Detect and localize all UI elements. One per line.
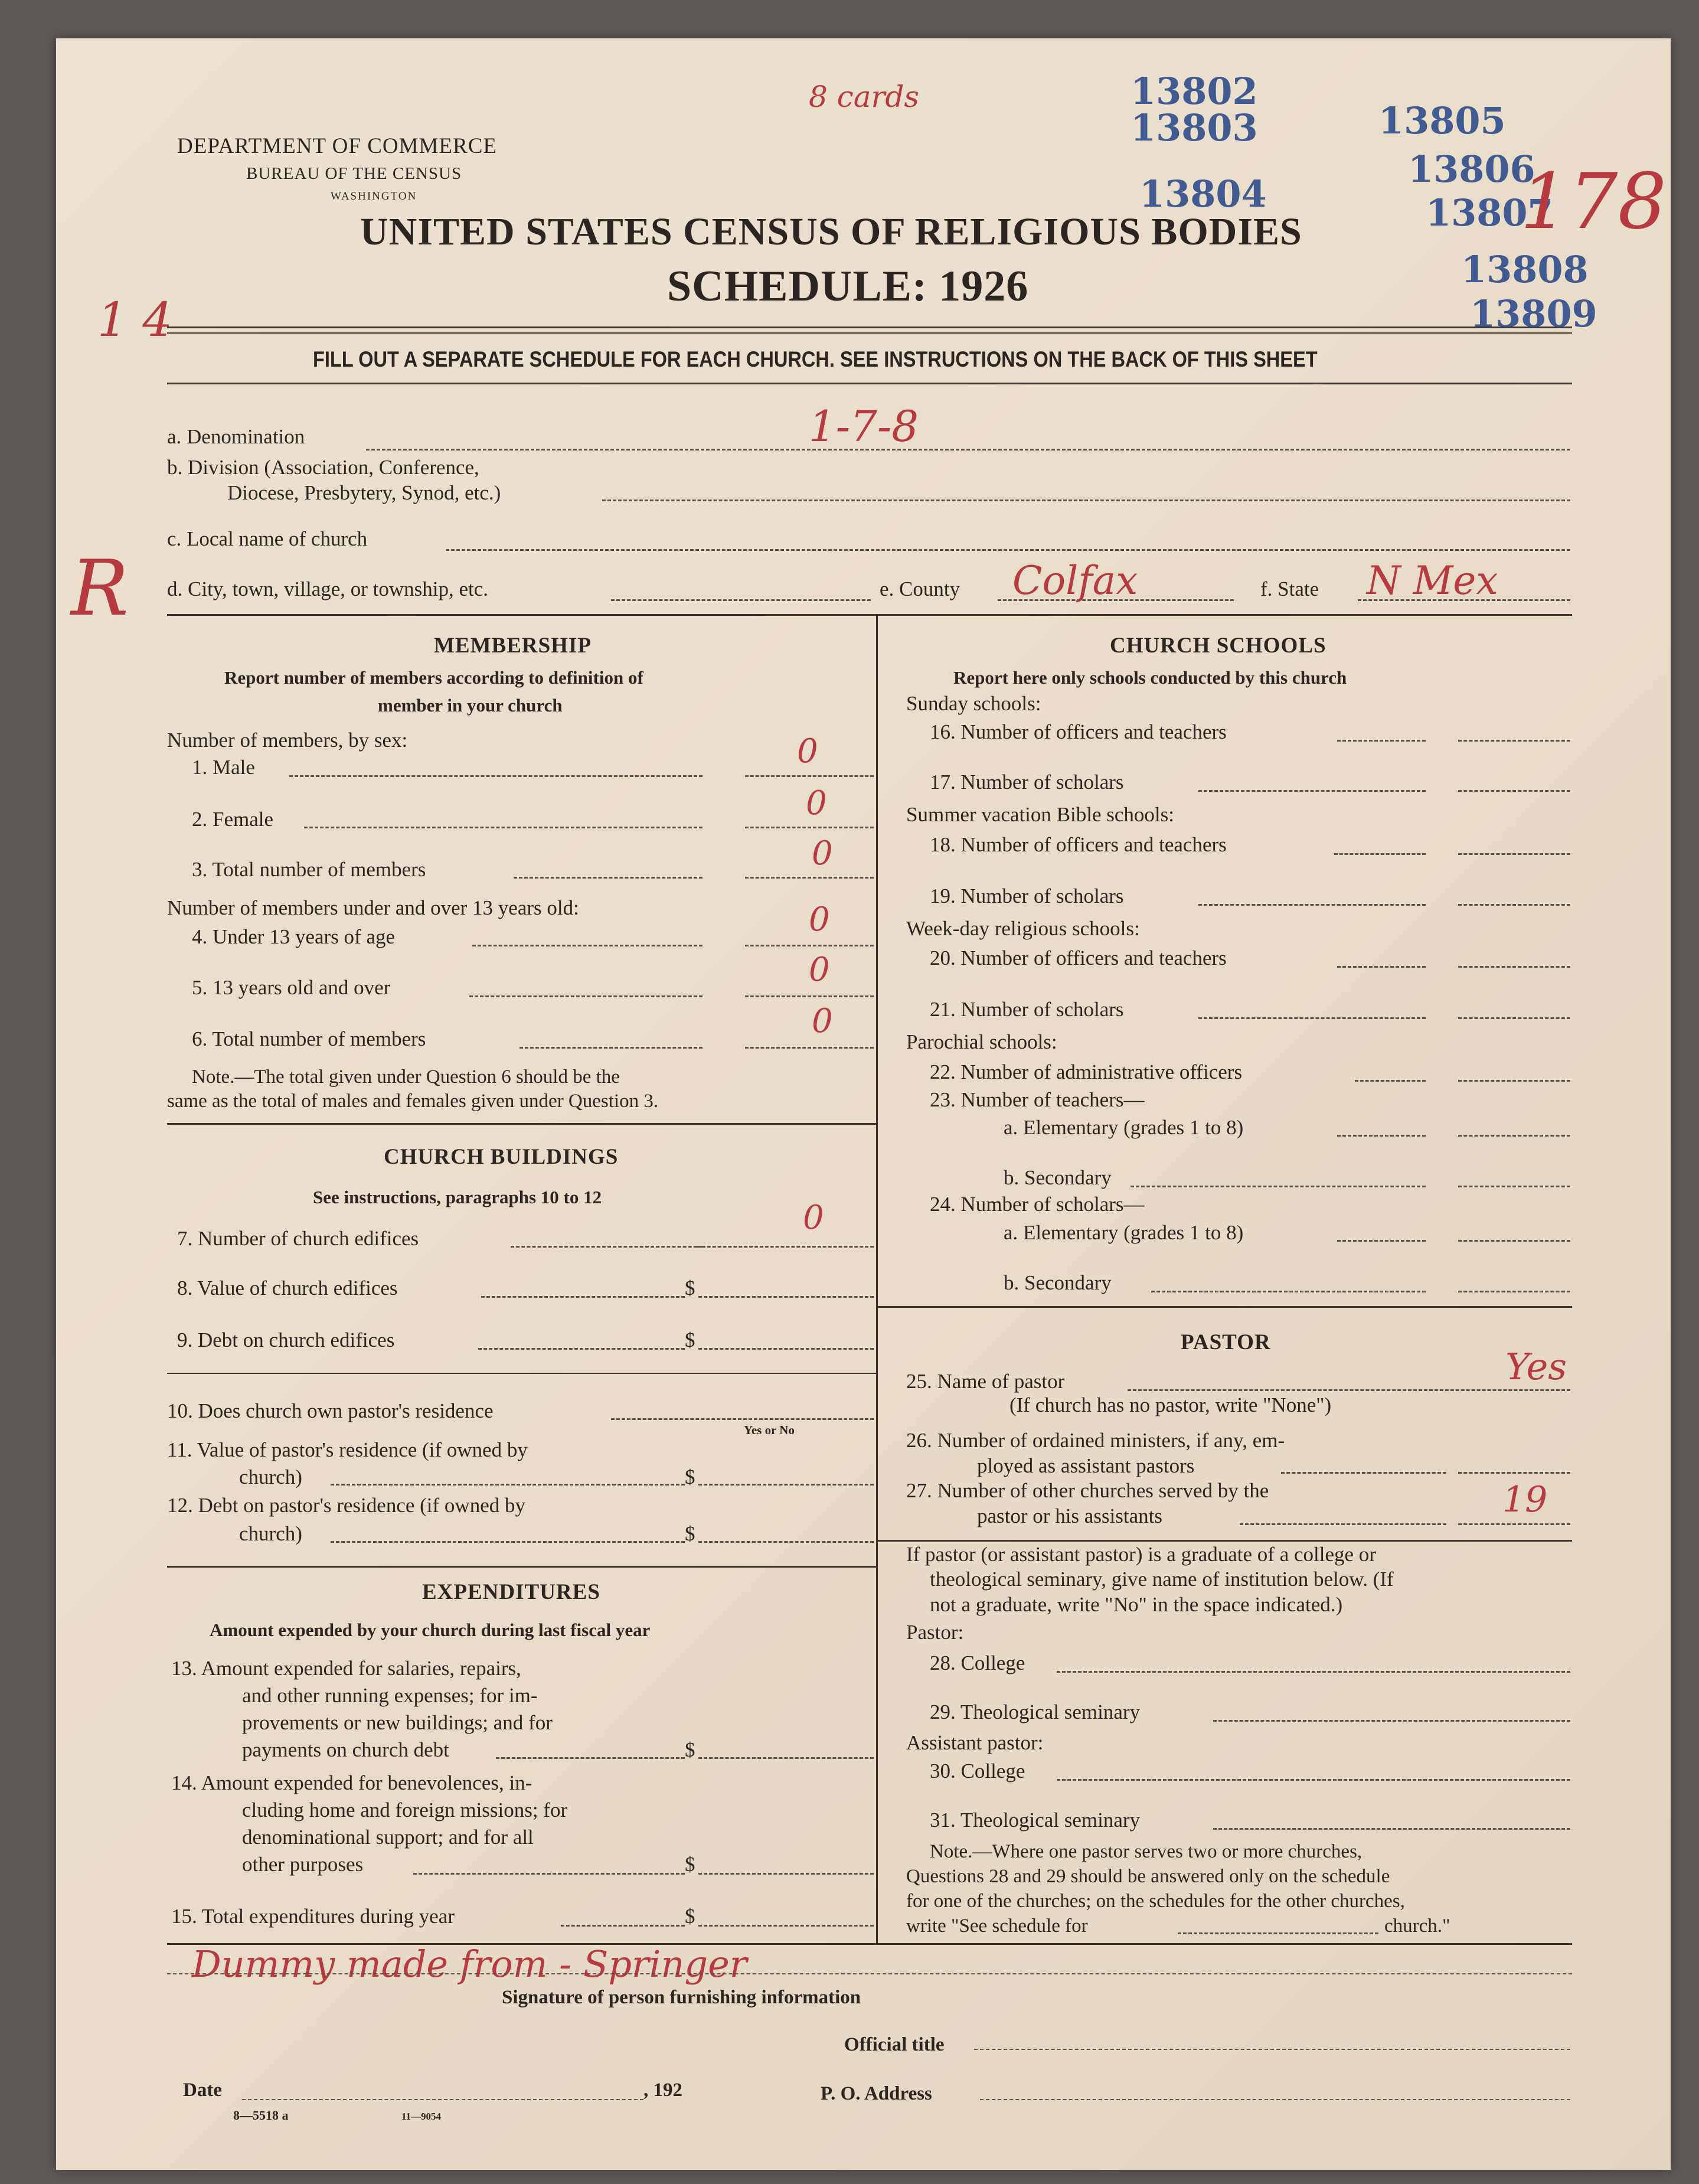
q26-label-2: ployed as assistant pastors <box>977 1454 1195 1477</box>
q9-label: 9. Debt on church edifices <box>177 1328 395 1351</box>
q13-label: 13. Amount expended for salaries, repairs, <box>171 1657 521 1680</box>
q6-leader <box>519 1047 703 1049</box>
q7-label: 7. Number of church edifices <box>177 1227 419 1250</box>
field-division-label-2: Diocese, Presbytery, Synod, etc.) <box>227 481 501 504</box>
date-input[interactable] <box>242 2099 643 2100</box>
edifices-input[interactable] <box>697 1246 874 1248</box>
bureau-heading: BUREAU OF THE CENSUS <box>246 164 462 183</box>
q28-label: 28. College <box>930 1651 1025 1674</box>
stamp-number: 13807 <box>1426 191 1553 234</box>
q17-leader <box>1198 790 1426 792</box>
residence-value-input[interactable] <box>698 1484 874 1486</box>
graduate-instructions-3: not a graduate, write "No" in the space indicated.) <box>930 1593 1343 1616</box>
cards-note: 8 cards <box>809 80 920 114</box>
weekday-schools-label: Week-day religious schools: <box>906 917 1140 940</box>
weekday-teachers-input[interactable] <box>1458 966 1570 968</box>
year-label: , 192 <box>643 2079 682 2101</box>
q11-leader <box>331 1484 685 1486</box>
stamp-number: 13808 <box>1461 248 1589 291</box>
header-rule-thin <box>167 332 1572 334</box>
stamp-number: 13809 <box>1470 292 1597 335</box>
q31-label: 31. Theological seminary <box>930 1808 1141 1832</box>
members-by-age-label: Number of members under and over 13 years old: <box>167 896 579 919</box>
q8-dollar: $ <box>685 1277 695 1300</box>
total-members-input[interactable] <box>745 877 874 879</box>
q26-leader <box>1281 1472 1446 1474</box>
over13-input[interactable] <box>745 995 874 997</box>
sunday-schools-label: Sunday schools: <box>906 692 1041 715</box>
stamp-number: 13805 <box>1378 99 1506 142</box>
q5-label: 5. 13 years old and over <box>192 976 391 999</box>
under13-value: 0 <box>809 900 830 939</box>
graduate-instructions-2: theological seminary, give name of institution below. (If <box>930 1568 1394 1591</box>
residence-debt-input[interactable] <box>698 1541 874 1543</box>
division-input[interactable] <box>602 500 1570 501</box>
q7-leader <box>511 1246 703 1248</box>
official-title-input[interactable] <box>974 2049 1570 2050</box>
po-address-input[interactable] <box>980 2099 1570 2100</box>
weekday-scholars-input[interactable] <box>1458 1017 1570 1019</box>
q8-leader <box>481 1296 685 1298</box>
stamp-number: 13803 <box>1131 106 1258 149</box>
parochial-schools-label: Parochial schools: <box>906 1030 1057 1053</box>
q27-label-2: pastor or his assistants <box>977 1504 1163 1527</box>
q17-label: 17. Number of scholars <box>930 771 1124 794</box>
q15-label: 15. Total expenditures during year <box>171 1905 455 1928</box>
admin-officers-input[interactable] <box>1458 1080 1570 1082</box>
field-city-label: d. City, town, village, or township, etc. <box>167 577 489 600</box>
city-heading: WASHINGTON <box>331 190 417 203</box>
q12-label-2: church) <box>239 1522 302 1545</box>
edifice-debt-input[interactable] <box>698 1348 874 1350</box>
female-value: 0 <box>806 784 827 822</box>
membership-heading: MEMBERSHIP <box>434 634 592 658</box>
q22-label: 22. Number of administrative officers <box>930 1060 1243 1083</box>
page-number-note: 1 4 <box>97 292 173 347</box>
instruction-line: FILL OUT A SEPARATE SCHEDULE FOR EACH CHURCH. SEE INSTRUCTIONS ON THE BACK OF THIS SHEET <box>313 347 1318 371</box>
official-title-label: Official title <box>844 2034 945 2055</box>
under13-input[interactable] <box>745 945 874 946</box>
q24-label: 24. Number of scholars— <box>930 1193 1145 1216</box>
side-number-note: 178 <box>1520 156 1667 246</box>
q2-label: 2. Female <box>192 808 274 831</box>
city-input[interactable] <box>611 599 871 601</box>
column-divider <box>876 614 878 1944</box>
q13-label-2: and other running expenses; for im- <box>242 1684 538 1707</box>
q19-leader <box>1198 904 1426 906</box>
pastor-note: Note.—Where one pastor serves two or more churches, <box>930 1841 1363 1862</box>
q23b-label: b. Secondary <box>1004 1166 1112 1189</box>
q24b-leader <box>1151 1291 1426 1292</box>
field-division-label: b. Division (Association, Conference, <box>167 456 479 479</box>
q15-leader <box>561 1925 685 1927</box>
signature-input[interactable] <box>167 1973 1572 1974</box>
sunday-teachers-input[interactable] <box>1458 740 1570 742</box>
pastor-subsection-label: Pastor: <box>906 1621 964 1644</box>
q20-leader <box>1337 966 1426 968</box>
membership-note-2: same as the total of males and females given under Question 3. <box>167 1091 659 1112</box>
over13-value: 0 <box>809 951 830 989</box>
q18-leader <box>1334 853 1426 855</box>
total-members-value: 0 <box>812 834 833 873</box>
pastor-note-5: church." <box>1384 1915 1450 1937</box>
pastor-heading: PASTOR <box>1181 1330 1271 1354</box>
other-churches-value: 19 <box>1502 1479 1548 1520</box>
benevolences-input[interactable] <box>698 1873 874 1875</box>
pastor-college-input[interactable] <box>1057 1671 1570 1673</box>
q12-dollar: $ <box>685 1522 695 1545</box>
running-expenses-input[interactable] <box>698 1757 874 1759</box>
q8-label: 8. Value of church edifices <box>177 1277 398 1300</box>
q19-label: 19. Number of scholars <box>930 884 1124 907</box>
q13-dollar: $ <box>685 1738 695 1761</box>
yes-or-no-hint: Yes or No <box>744 1423 795 1437</box>
print-code: 11—9054 <box>401 2111 442 2122</box>
buildings-subrule <box>167 1373 876 1374</box>
q10-label: 10. Does church own pastor's residence <box>167 1399 494 1422</box>
q12-leader <box>331 1541 685 1543</box>
instruction-rule <box>167 383 1572 384</box>
q13-label-3: provements or new buildings; and for <box>242 1711 553 1734</box>
membership-subtitle: Report number of members according to definition of <box>224 667 643 688</box>
pastor-note-3: for one of the churches; on the schedules for the other churches, <box>906 1891 1405 1912</box>
total6-input[interactable] <box>745 1047 874 1049</box>
q3-label: 3. Total number of members <box>192 858 426 881</box>
q18-label: 18. Number of officers and teachers <box>930 833 1227 856</box>
stamp-number: 13802 <box>1131 70 1258 113</box>
q4-label: 4. Under 13 years of age <box>192 925 396 948</box>
q23b-leader <box>1131 1186 1426 1187</box>
stamp-number: 13806 <box>1408 148 1535 191</box>
buildings-rule <box>167 1566 876 1568</box>
q11-label: 11. Value of pastor's residence (if owned by <box>167 1438 528 1461</box>
secondary-scholars-input[interactable] <box>1458 1291 1570 1292</box>
buildings-subtitle: See instructions, paragraphs 10 to 12 <box>313 1187 602 1207</box>
q1-leader <box>289 775 703 777</box>
membership-rule <box>167 1123 876 1125</box>
q25-note: (If church has no pastor, write "None") <box>1009 1393 1332 1416</box>
q14-label: 14. Amount expended for benevolences, in- <box>171 1771 532 1794</box>
pastor-note-4: write "See schedule for <box>906 1915 1088 1937</box>
q23a-leader <box>1337 1135 1426 1137</box>
form-title: UNITED STATES CENSUS OF RELIGIOUS BODIES <box>360 210 1302 253</box>
signature-caption: Signature of person furnishing information <box>502 1987 861 2008</box>
header-rule <box>167 327 1572 328</box>
q12-label: 12. Debt on pastor's residence (if owned by <box>167 1494 525 1517</box>
q29-label: 29. Theological seminary <box>930 1700 1141 1723</box>
elementary-scholars-input[interactable] <box>1458 1240 1570 1242</box>
pastor-seminary-input[interactable] <box>1213 1720 1570 1722</box>
q24b-label: b. Secondary <box>1004 1271 1112 1294</box>
signature-handwriting: Dummy made from - Springer <box>192 1943 747 1986</box>
edifice-value-input[interactable] <box>698 1296 874 1298</box>
q13-label-4: payments on church debt <box>242 1738 449 1761</box>
pastor-rule <box>878 1540 1572 1542</box>
schools-heading: CHURCH SCHOOLS <box>1110 634 1326 658</box>
male-value: 0 <box>797 732 818 771</box>
assistant-college-input[interactable] <box>1057 1779 1570 1781</box>
summer-teachers-input[interactable] <box>1458 853 1570 855</box>
q6-label: 6. Total number of members <box>192 1027 426 1050</box>
q13-leader <box>496 1757 685 1759</box>
po-address-label: P. O. Address <box>821 2083 932 2104</box>
pastor-name-value: Yes <box>1505 1345 1567 1388</box>
q16-leader <box>1337 740 1426 742</box>
field-county-label: e. County <box>880 577 960 600</box>
schools-rule <box>878 1306 1572 1308</box>
form-number: 8—5518 a <box>233 2108 289 2123</box>
female-input[interactable] <box>745 827 874 828</box>
q15-dollar: $ <box>685 1905 695 1928</box>
q11-label-2: church) <box>239 1465 302 1488</box>
pastor-note-2: Questions 28 and 29 should be answered only on the schedule <box>906 1866 1390 1887</box>
county-value: Colfax <box>1012 558 1138 603</box>
q1-label: 1. Male <box>192 756 255 779</box>
field-local-name-label: c. Local name of church <box>167 527 368 550</box>
assistant-pastors-input[interactable] <box>1458 1472 1570 1474</box>
members-by-sex-label: Number of members, by sex: <box>167 729 408 752</box>
q14-label-2: cluding home and foreign missions; for <box>242 1798 568 1821</box>
sunday-scholars-input[interactable] <box>1458 790 1570 792</box>
q14-leader <box>413 1873 685 1875</box>
total-expenditures-input[interactable] <box>698 1925 874 1927</box>
q22-leader <box>1355 1080 1426 1082</box>
elementary-teachers-input[interactable] <box>1458 1135 1570 1137</box>
fields-rule <box>167 614 1572 616</box>
q9-leader <box>478 1348 685 1350</box>
schedule-title: SCHEDULE: 1926 <box>667 262 1029 311</box>
total6-value: 0 <box>812 1002 833 1040</box>
q9-dollar: $ <box>685 1328 695 1351</box>
residence-owned-input[interactable] <box>611 1418 874 1420</box>
membership-subtitle-2: member in your church <box>378 695 563 716</box>
summer-schools-label: Summer vacation Bible schools: <box>906 803 1174 826</box>
assistant-subsection-label: Assistant pastor: <box>906 1731 1044 1754</box>
local-name-input[interactable] <box>446 549 1570 551</box>
q24a-leader <box>1337 1240 1426 1242</box>
graduate-instructions: If pastor (or assistant pastor) is a graduate of a college or <box>906 1543 1376 1566</box>
q3-leader <box>514 877 703 879</box>
q11-dollar: $ <box>685 1465 695 1488</box>
q23a-label: a. Elementary (grades 1 to 8) <box>1004 1116 1244 1139</box>
q21-label: 21. Number of scholars <box>930 998 1124 1021</box>
expenditures-subtitle: Amount expended by your church during last fiscal year <box>210 1620 651 1640</box>
field-state-label: f. State <box>1260 577 1319 600</box>
q14-label-3: denominational support; and for all <box>242 1826 534 1849</box>
summer-scholars-input[interactable] <box>1458 904 1570 906</box>
q30-label: 30. College <box>930 1759 1025 1783</box>
q16-label: 16. Number of officers and teachers <box>930 720 1227 743</box>
r-mark: R <box>71 543 129 633</box>
see-schedule-input[interactable] <box>1178 1932 1378 1934</box>
membership-note: Note.—The total given under Question 6 should be the <box>192 1066 620 1088</box>
denomination-input[interactable] <box>366 449 1570 450</box>
q20-label: 20. Number of officers and teachers <box>930 946 1227 969</box>
q27-label: 27. Number of other churches served by the <box>906 1479 1269 1502</box>
q4-leader <box>472 945 703 946</box>
q26-label: 26. Number of ordained ministers, if any, em- <box>906 1429 1285 1452</box>
q27-leader <box>1240 1523 1446 1525</box>
stamp-number: 13804 <box>1139 172 1267 216</box>
secondary-teachers-input[interactable] <box>1458 1186 1570 1187</box>
q25-label: 25. Name of pastor <box>906 1370 1065 1393</box>
q21-leader <box>1198 1017 1426 1019</box>
date-label: Date <box>183 2079 222 2101</box>
male-input[interactable] <box>745 775 874 777</box>
schools-subtitle: Report here only schools conducted by this church <box>953 667 1347 688</box>
expenditures-heading: EXPENDITURES <box>422 1580 600 1604</box>
q14-dollar: $ <box>685 1853 695 1876</box>
q24a-label: a. Elementary (grades 1 to 8) <box>1004 1221 1244 1244</box>
q5-leader <box>469 995 703 997</box>
pastor-name-input[interactable] <box>1128 1389 1570 1391</box>
q23-label: 23. Number of teachers— <box>930 1088 1145 1111</box>
other-churches-input[interactable] <box>1458 1523 1570 1525</box>
q14-label-4: other purposes <box>242 1853 364 1876</box>
assistant-seminary-input[interactable] <box>1213 1828 1570 1830</box>
department-heading: DEPARTMENT OF COMMERCE <box>177 134 497 158</box>
buildings-heading: CHURCH BUILDINGS <box>384 1145 619 1169</box>
field-denomination-label: a. Denomination <box>167 425 305 448</box>
q2-leader <box>304 827 703 828</box>
state-value: N Mex <box>1367 558 1498 603</box>
denomination-value: 1-7-8 <box>809 401 919 451</box>
edifices-value: 0 <box>803 1199 824 1237</box>
